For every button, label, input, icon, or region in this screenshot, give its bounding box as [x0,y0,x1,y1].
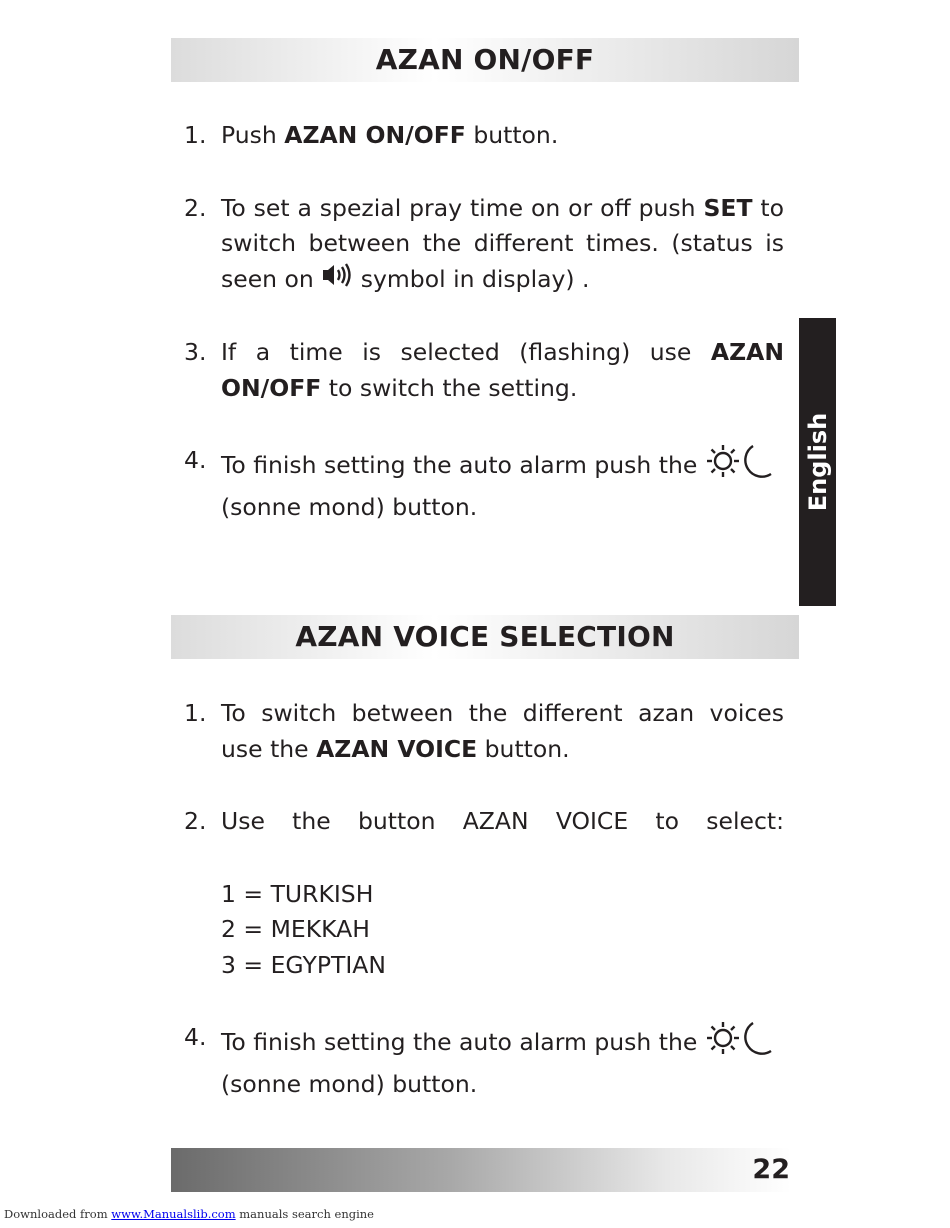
list-item [184,443,784,525]
list-item [184,191,784,299]
list-item [184,118,784,154]
section-header-azan-on-off [171,38,799,82]
language-tab [799,318,836,606]
sun-moon-icon [705,1020,773,1067]
step-number: 4. [184,1023,207,1051]
list-item [184,1020,784,1102]
sun-moon-icon [705,443,773,490]
list-item [184,804,784,840]
section-title: AZAN ON/OFF [375,43,595,76]
step-text: If a time is selected (flashing) use AZAN ON/OFF to switch the setting. [221,338,784,402]
section-title: AZAN VOICE SELECTION [295,620,675,653]
manualslib-link[interactable]: www.Manualslib.com [111,1207,236,1221]
section-header-azan-voice [171,615,799,659]
list-item [184,696,784,767]
step-text: To switch between the different azan voices use the AZAN VOICE button. [221,699,784,763]
language-tab-label: English [803,412,832,512]
speaker-icon [321,262,353,299]
voice-option: 3 = EGYPTIAN [221,950,386,979]
voice-option: 2 = MEKKAH [221,915,370,943]
step-number: 2. [184,807,207,835]
step-text: To set a spezial pray time on or off push SET to switch between the different times. (status is seen on symbol in display) . [221,191,784,299]
step-number: 2. [184,193,207,222]
page-number: 22 [752,1154,790,1185]
footer-bar [171,1148,791,1192]
voice-option: 1 = TURKISH [221,879,374,908]
list-item [184,335,784,406]
azan-voice-steps [184,696,784,1102]
download-note: Downloaded from www.Manualslib.com manuals search engine [4,1207,374,1221]
step-number: 3. [184,338,207,367]
step-number: 1. [184,699,207,727]
azan-on-off-steps [184,118,784,525]
step-number: 1. [184,121,207,149]
step-text: To finish setting the auto alarm push the (sonne mond) button. [221,1020,784,1102]
step-number: 4. [184,446,207,475]
step-text: To finish setting the auto alarm push the (sonne mond) button. [221,443,784,525]
step-text: Use the button AZAN VOICE to select: [221,807,784,835]
step-text: Push AZAN ON/OFF button. [221,121,559,149]
